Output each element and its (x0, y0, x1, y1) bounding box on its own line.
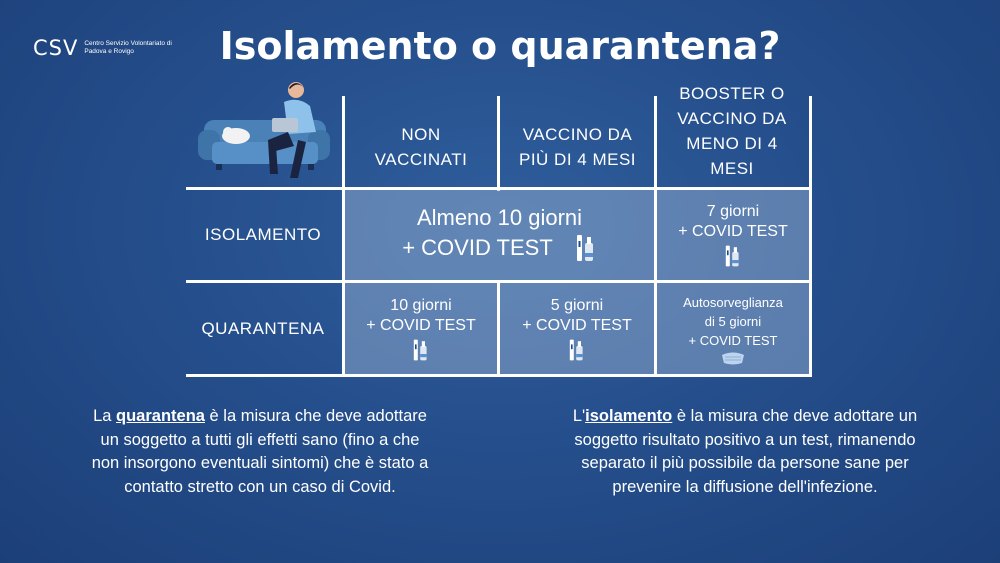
grid-line (497, 96, 500, 191)
cell-quarantena-non-vaccinati (345, 283, 497, 374)
cell-text-line: + COVID TEST (366, 316, 476, 334)
logo-text: Centro Servizio Volontariato di Padova e Rovigo (84, 40, 172, 55)
covid-test-icon (568, 338, 586, 362)
cell-text-line: 10 giorni (390, 296, 452, 314)
column-header-vaccino-4m: VACCINO DA PIÙ DI 4 MESI (518, 125, 637, 169)
isolamento-definition (570, 405, 920, 499)
cell-text-line: 7 giorni (706, 203, 760, 220)
cell-isolamento-non-vaccinati-vaccino (345, 190, 654, 280)
row-label-isolamento: ISOLAMENTO (204, 225, 322, 244)
definition-term: isolamento (585, 407, 673, 425)
face-mask-icon (720, 351, 746, 365)
column-header-non-vaccinati: NON VACCINATI (374, 125, 468, 169)
page-title: Isolamento o quarantena? (219, 24, 781, 68)
cell-text-line: Almeno 10 giorni (416, 205, 583, 230)
definition-prefix: La (93, 407, 117, 425)
cell-text-line: Autosorveglianza (683, 294, 783, 310)
cell-quarantena-booster (657, 283, 809, 374)
cell-text-line: + COVID TEST (678, 223, 788, 240)
definition-text: è la misura che deve adottare un soggetto risultato positivo a un test, rimanendo separato il più possibile da persone sane per prevenire la diffusione dell'infezione. (574, 407, 918, 496)
grid-line (186, 374, 812, 377)
cell-text-line: 5 giorni (550, 296, 604, 314)
column-header-booster: BOOSTER O VACCINO DA MENO DI 4 MESI (677, 84, 787, 178)
cell-text-line: + COVID TEST (402, 235, 553, 260)
definition-prefix: L' (572, 407, 586, 425)
definition-text: è la misura che deve adottare un soggetto a tutti gli effetti sano (fino a che non insorgono eventuali sintomi) che è stato a contatto stretto con un caso di Covid. (91, 407, 429, 496)
row-label-quarantena: QUARANTENA (201, 318, 325, 338)
covid-test-icon (412, 338, 430, 362)
cell-text-line: + COVID TEST (688, 332, 778, 348)
grid-line (809, 96, 812, 377)
quarantena-definition (90, 405, 430, 499)
logo-mark: CSV (33, 36, 79, 60)
covid-test-icon (724, 244, 742, 268)
cell-quarantena-vaccino-4m (500, 283, 654, 374)
cell-text-line: + COVID TEST (522, 316, 632, 334)
definition-term: quarantena (116, 407, 205, 425)
cell-isolamento-booster (657, 190, 809, 280)
covid-test-icon (575, 233, 597, 263)
cell-text-line: di 5 giorni (704, 313, 762, 329)
